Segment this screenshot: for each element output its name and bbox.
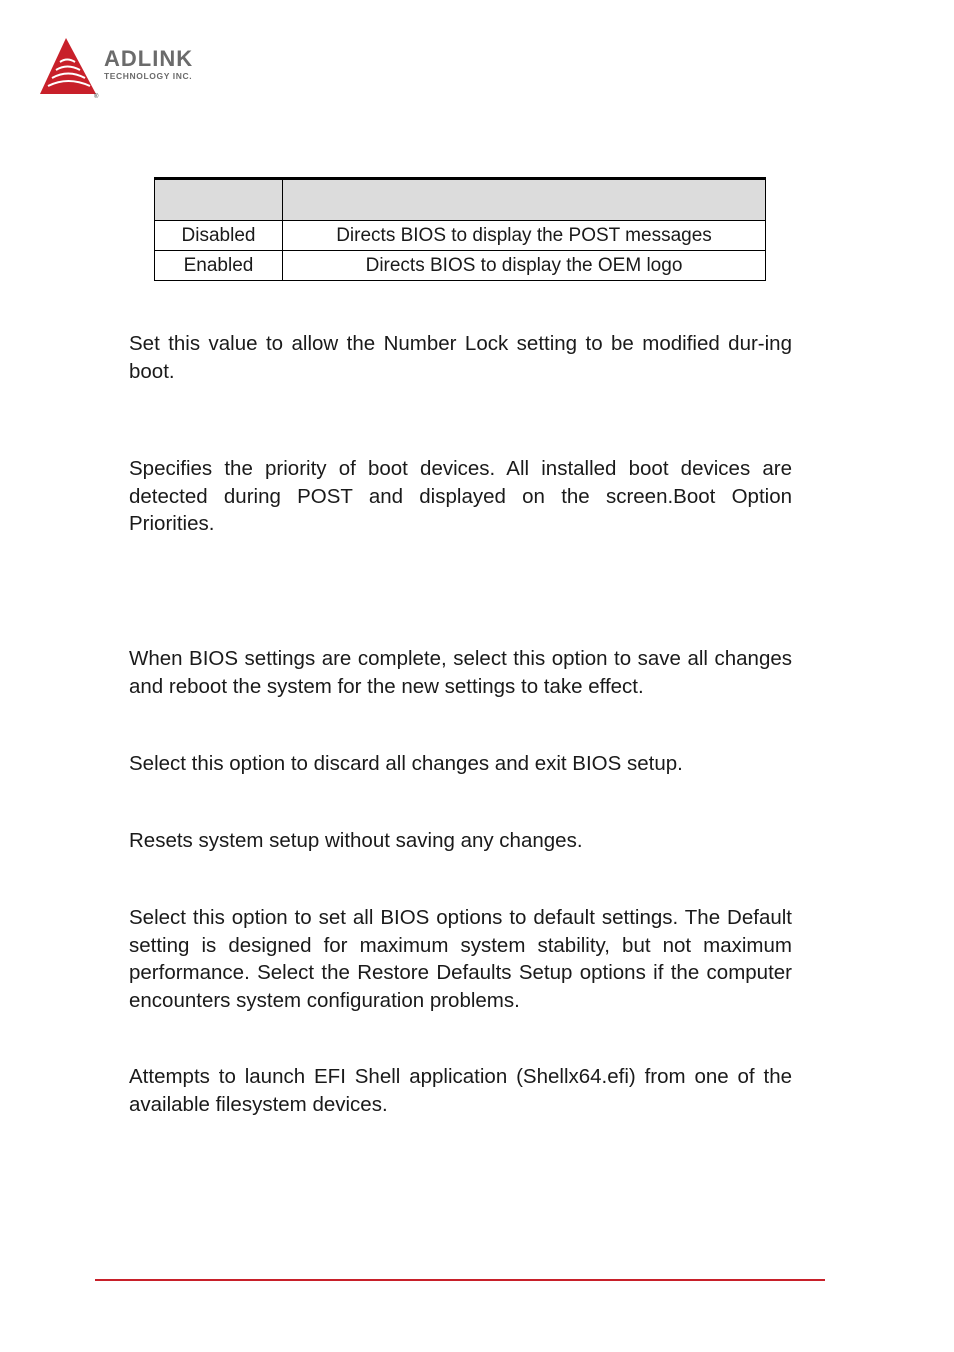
table-cell-description: Directs BIOS to display the POST messages [283,221,766,251]
discard-reset-paragraph: Resets system setup without saving any changes. [129,829,583,852]
efi-shell-paragraph: Attempts to launch EFI Shell application (Shellx64.efi) from one of the available filesystem devices. [129,1065,792,1116]
save-reset-paragraph: When BIOS settings are complete, select this option to save all changes and reboot the system for the new settings to take effect. [129,647,792,698]
company-logo [38,36,238,100]
table-cell-description: Directs BIOS to display the OEM logo [283,251,766,281]
brand-name: ADLINK [104,46,194,71]
table-row [155,221,766,251]
discard-exit-paragraph: Select this option to discard all changes and exit BIOS setup. [129,752,683,775]
brand-subtitle: TECHNOLOGY INC. [104,71,193,81]
svg-text:®: ® [94,94,99,100]
boot-priority-paragraph: Specifies the priority of boot devices. All installed boot devices are detected during POST and displayed on the screen.Boot Option Priorities. [129,457,792,535]
adlink-triangle-icon [38,36,102,100]
table-cell-option: Enabled [155,251,283,281]
restore-defaults-paragraph: Select this option to set all BIOS options to default settings. The Default setting is designed for maximum system stability, but not maximum performance. Select the Restore Defaults Setup options if the computer encounters system configuration problems. [129,906,792,1012]
numlock-paragraph: Set this value to allow the Number Lock setting to be modified dur-ing boot. [129,332,792,383]
table-header-row [155,179,766,221]
footer-divider [95,1279,825,1281]
table-row [155,251,766,281]
options-table [154,177,766,281]
table-header-option [155,179,283,221]
table-header-description [283,179,766,221]
table-cell-option: Disabled [155,221,283,251]
